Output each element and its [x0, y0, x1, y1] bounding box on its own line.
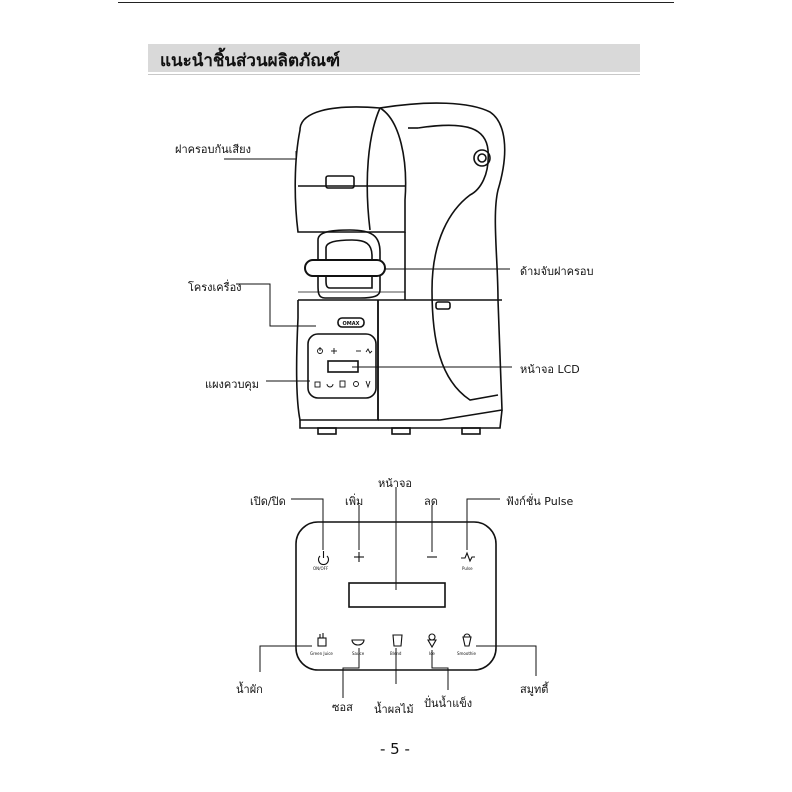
side-slot	[436, 302, 450, 309]
label-plus: เพิ่ม	[345, 495, 364, 508]
label-lid-handle: ด้ามจับฝาครอบ	[520, 265, 594, 278]
label-green-juice: น้ำผัก	[236, 683, 263, 696]
pulse-icon	[461, 553, 475, 561]
label-control-panel: แผงควบคุม	[205, 378, 260, 391]
label-power: เปิด/ปิด	[250, 495, 286, 508]
base-rim	[300, 410, 502, 428]
foot	[318, 428, 336, 434]
green-juice-icon	[318, 638, 326, 646]
ice-icon	[428, 640, 436, 647]
label-pulse: ฟังก์ชั่น Pulse	[506, 495, 574, 508]
sauce-icon	[352, 640, 364, 645]
base-body	[297, 300, 378, 420]
smoothie-icon	[463, 637, 471, 646]
lid-front	[295, 107, 405, 232]
label-minus: ลด	[424, 495, 438, 508]
brand-badge-text: OMAX	[342, 321, 360, 327]
section-title: แนะนำชิ้นส่วนผลิตภัณฑ์	[160, 51, 341, 71]
caption-ice: Ice	[429, 651, 435, 656]
panel-lcd	[349, 583, 445, 607]
label-ice: ปั่นน้ำแข็ง	[424, 697, 473, 710]
lid-rear-arc	[367, 108, 380, 230]
page-number: - 5 -	[380, 740, 410, 758]
label-smoothie: สมูทตี้	[520, 683, 549, 696]
panel-leaders	[260, 487, 536, 698]
caption-smoothie: Smoothie	[457, 651, 477, 656]
label-screen: หน้าจอ	[378, 477, 412, 490]
caption-blend: Blend	[390, 651, 402, 656]
caption-green-juice: Green Juice	[310, 651, 333, 656]
label-sauce: ซอส	[332, 701, 353, 714]
lid-handle-bar	[305, 260, 385, 276]
caption-sauce: Sauce	[352, 651, 365, 656]
caption-on-off: ON/OFF	[313, 566, 329, 571]
label-lid: ฝาครอบกันเสียง	[175, 143, 251, 156]
label-blend: น้ำผลไม้	[374, 703, 414, 716]
blend-icon	[393, 635, 402, 646]
caption-pulse: Pulse	[462, 566, 473, 571]
chamber-arc	[418, 125, 498, 400]
label-lcd: หน้าจอ LCD	[520, 363, 580, 376]
label-body: โครงเครื่อง	[188, 281, 242, 294]
device-control-panel	[308, 334, 376, 398]
